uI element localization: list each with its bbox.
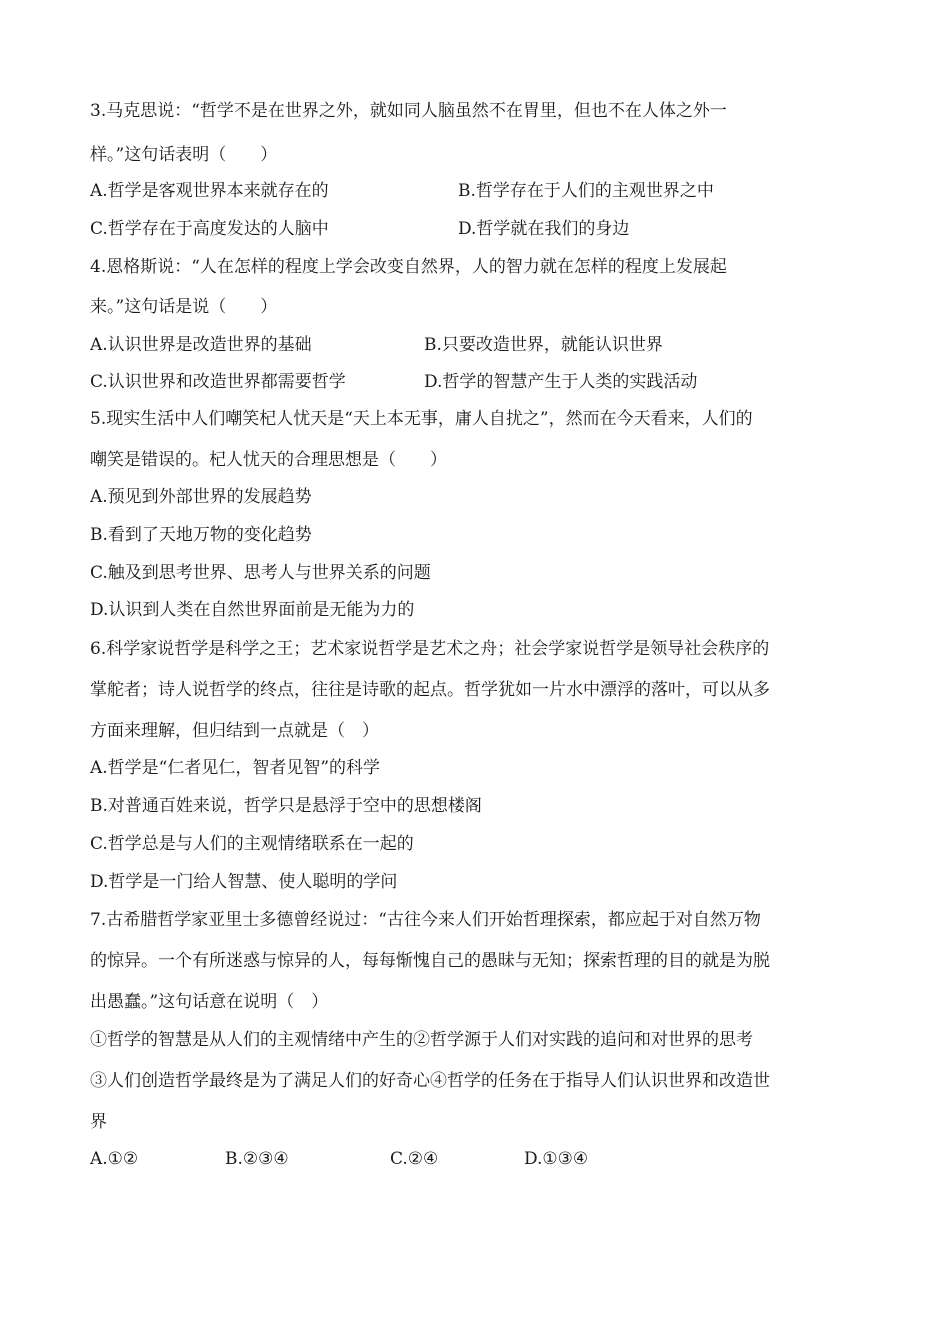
q5-option-a: A.预见到外部世界的发展趋势 xyxy=(90,487,312,507)
q5-option-d: D.认识到人类在自然世界面前是无能为力的 xyxy=(90,600,415,620)
q5-stem-line-1: 5.现实生活中人们嘲笑杞人忧天是“天上本无事，庸人自扰之”，然而在今天看来，人们的 xyxy=(90,409,753,429)
q4-stem-line-1: 4.恩格斯说：“人在怎样的程度上学会改变自然界，人的智力就在怎样的程度上发展起 xyxy=(90,257,727,277)
q6-option-d: D.哲学是一门给人智慧、使人聪明的学问 xyxy=(90,872,398,892)
q3-stem-line-2: 样。”这句话表明（ ） xyxy=(90,145,278,165)
q3-stem-line-1: 3.马克思说：“哲学不是在世界之外，就如同人脑虽然不在胃里，但也不在人体之外一 xyxy=(90,101,727,121)
q7-stem-line-3: 出愚蠢。”这句话意在说明（ ） xyxy=(90,992,329,1012)
q3-option-a: A.哲学是客观世界本来就存在的 xyxy=(90,181,329,201)
q7-stem-line-2: 的惊异。一个有所迷惑与惊异的人，每每惭愧自己的愚昧与无知；探索哲理的目的就是为脱 xyxy=(90,951,770,971)
q7-option-a: A.①② xyxy=(90,1149,139,1169)
q3-options-row-1 xyxy=(90,180,870,202)
q6-stem-line-1: 6.科学家说哲学是科学之王；艺术家说哲学是艺术之舟；社会学家说哲学是领导社会秩序的 xyxy=(90,639,770,659)
q4-stem-line-2: 来。”这句话是说（ ） xyxy=(90,297,278,317)
q4-options-row-1 xyxy=(90,334,870,356)
q6-option-b: B.对普通百姓来说，哲学只是悬浮于空中的思想楼阁 xyxy=(90,796,482,816)
q7-option-b: B.②③④ xyxy=(225,1149,289,1169)
q7-statement-line-1: ①哲学的智慧是从人们的主观情绪中产生的②哲学源于人们对实践的追问和对世界的思考 xyxy=(90,1030,753,1050)
q3-options-row-2 xyxy=(90,218,870,240)
q3-option-c: C.哲学存在于高度发达的人脑中 xyxy=(90,219,329,239)
q4-options-row-2 xyxy=(90,371,870,393)
q5-stem-line-2: 嘲笑是错误的。杞人忧天的合理思想是（ ） xyxy=(90,450,447,470)
q4-option-b: B.只要改造世界，就能认识世界 xyxy=(424,335,663,355)
q7-stem-line-1: 7.古希腊哲学家亚里士多德曾经说过：“古往今来人们开始哲理探索，都应起于对自然万物 xyxy=(90,910,761,930)
q7-option-d: D.①③④ xyxy=(524,1149,589,1169)
q4-option-c: C.认识世界和改造世界都需要哲学 xyxy=(90,372,346,392)
q7-statement-line-2: ③人们创造哲学最终是为了满足人们的好奇心④哲学的任务在于指导人们认识世界和改造世 xyxy=(90,1071,770,1091)
q3-option-b: B.哲学存在于人们的主观世界之中 xyxy=(458,181,714,201)
q7-option-c: C.②④ xyxy=(390,1149,439,1169)
q4-option-a: A.认识世界是改造世界的基础 xyxy=(90,335,312,355)
q7-options-row xyxy=(90,1148,870,1170)
q6-stem-line-2: 掌舵者；诗人说哲学的终点，往往是诗歌的起点。哲学犹如一片水中漂浮的落叶，可以从多 xyxy=(90,680,770,700)
q4-option-d: D.哲学的智慧产生于人类的实践活动 xyxy=(424,372,698,392)
q5-option-b: B.看到了天地万物的变化趋势 xyxy=(90,525,312,545)
q6-option-a: A.哲学是“仁者见仁，智者见智”的科学 xyxy=(90,758,381,778)
q3-option-d: D.哲学就在我们的身边 xyxy=(458,219,630,239)
q6-stem-line-3: 方面来理解，但归结到一点就是（ ） xyxy=(90,721,379,741)
q7-statement-line-3: 界 xyxy=(90,1112,107,1132)
q6-option-c: C.哲学总是与人们的主观情绪联系在一起的 xyxy=(90,834,414,854)
q5-option-c: C.触及到思考世界、思考人与世界关系的问题 xyxy=(90,563,431,583)
